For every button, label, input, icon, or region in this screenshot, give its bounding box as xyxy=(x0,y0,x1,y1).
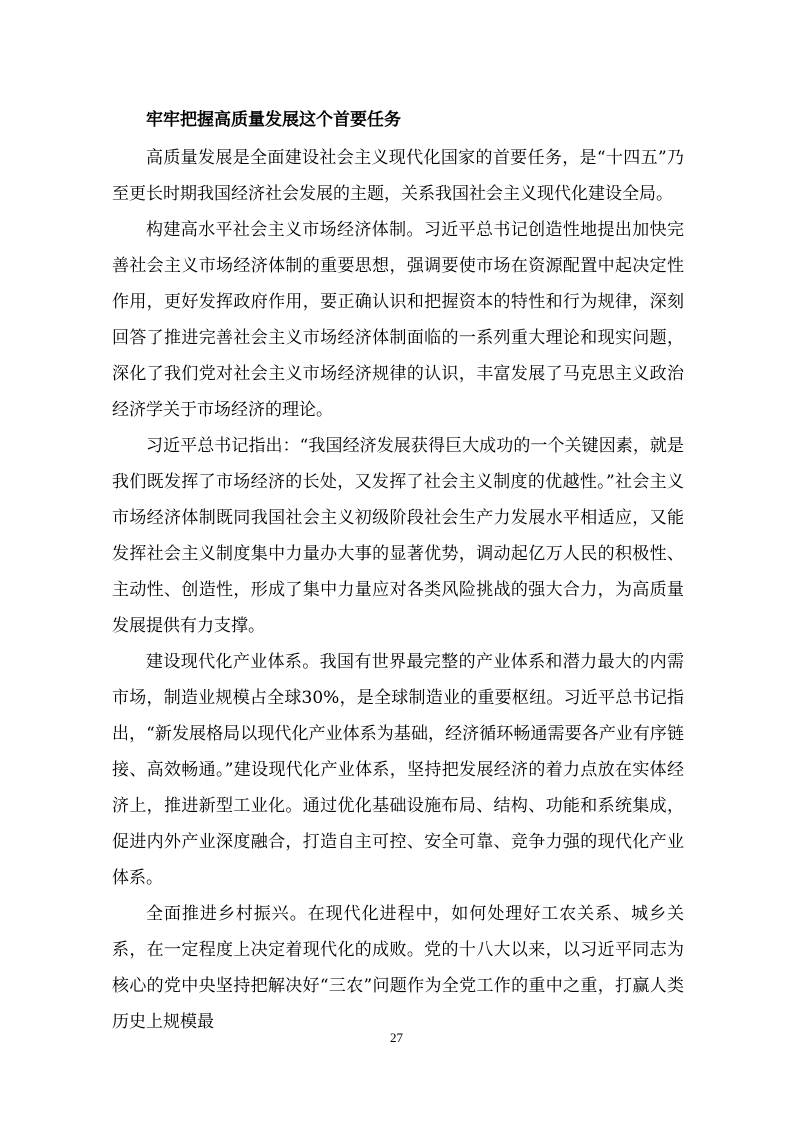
paragraph-2: 构建高水平社会主义市场经济体制。习近平总书记创造性地提出加快完善社会主义市场经济体制的重要思想，强调要使市场在资源配置中起决定性作用，更好发挥政府作用，要正确认识和把握资本的特性和行为规律，深刻回答了推进完善社会主义市场经济体制面临的一系列重大理论和现实问题，深化了我们党对社会主义市场经济规律的认识，丰富发展了马克思主义政治经济学关于市场经济的理论。 xyxy=(112,220,684,420)
section-heading: 牢牢把握高质量发展这个首要任务 xyxy=(146,110,401,130)
paragraph-1: 高质量发展是全面建设社会主义现代化国家的首要任务，是“十四五”乃至更长时期我国经济社会发展的主题，关系我国社会主义现代化建设全局。 xyxy=(112,148,684,204)
paragraph-5: 全面推进乡村振兴。在现代化进程中，如何处理好工农关系、城乡关系，在一定程度上决定着现代化的成败。党的十八大以来，以习近平同志为核心的党中央坚持把解决好“三农”问题作为全党工作的重中之重，打赢人类历史上规模最 xyxy=(112,904,684,1032)
paragraph-3: 习近平总书记指出：“我国经济发展获得巨大成功的一个关键因素，就是我们既发挥了市场经济的长处，又发挥了社会主义制度的优越性。”社会主义市场经济体制既同我国社会主义初级阶段社会生产力发展水平相适应，又能发挥社会主义制度集中力量办大事的显著优势，调动起亿万人民的积极性、主动性、创造性，形成了集中力量应对各类风险挑战的强大合力，为高质量发展提供有力支撑。 xyxy=(112,436,684,636)
body-text xyxy=(112,140,684,1040)
page-number: 27 xyxy=(390,1030,403,1045)
paragraph-4: 建设现代化产业体系。我国有世界最完整的产业体系和潜力最大的内需市场，制造业规模占全球30%，是全球制造业的重要枢纽。习近平总书记指出，“新发展格局以现代化产业体系为基础，经济循环畅通需要各产业有序链接、高效畅通。”建设现代化产业体系，坚持把发展经济的着力点放在实体经济上，推进新型工业化。通过优化基础设施布局、结构、功能和系统集成，促进内外产业深度融合，打造自主可控、安全可靠、竞争力强的现代化产业体系。 xyxy=(112,652,684,888)
